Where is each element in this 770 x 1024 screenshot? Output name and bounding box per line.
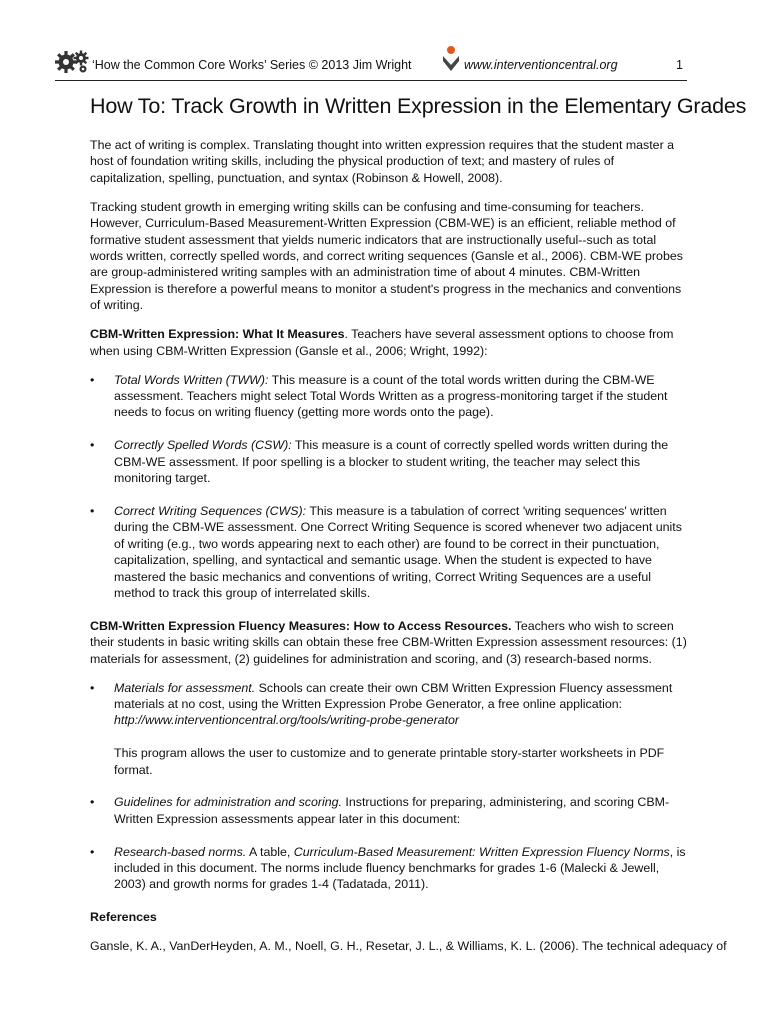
intro-paragraph-1: The act of writing is complex. Translating thought into written expression requires that the student master a host of foundation writing skills, including the physical production of text; and mastery of rules of capitalization, spelling, punctuation, and syntax (Robinson & Howell, 2008).	[90, 138, 675, 185]
page-title: How To: Track Growth in Written Expression in the Elementary Grades	[90, 94, 747, 118]
document-body	[90, 137, 727, 967]
bullet: •	[90, 372, 95, 387]
term: Materials for assessment.	[114, 680, 256, 695]
list-item	[90, 794, 690, 827]
probe-generator-link[interactable]: http://www.interventioncentral.org/tools/writing-probe-generator	[114, 713, 460, 728]
bullet: •	[90, 680, 95, 695]
resources-text: Teachers who wish to screen their students in basic writing skills can obtain these free CBM-Written Expression assessment resources: (1) materials for assessment, (2) guidelines for administration and scoring, and (3) research-based norms.	[90, 618, 687, 666]
header-rule	[55, 80, 687, 81]
term: Research-based norms.	[114, 844, 247, 859]
site-url[interactable]: www.interventioncentral.org	[464, 58, 618, 72]
gears-icon	[55, 49, 91, 75]
bullet: •	[90, 844, 95, 859]
item-text-pre: A table,	[246, 844, 294, 859]
resources-intro	[90, 618, 690, 667]
list-item	[90, 372, 690, 421]
measures-intro	[90, 326, 690, 359]
list-item	[90, 680, 690, 778]
resources-heading: CBM-Written Expression Fluency Measures: How to Access Resources.	[90, 618, 512, 633]
measures-list	[90, 372, 690, 602]
item-text: This measure is a count of correctly spelled words written during the CBM-WE assessment. If poor spelling is a blocker to student writing, the teacher may select this monitoring target.	[114, 438, 669, 486]
resources-list	[90, 680, 690, 893]
item-text: Instructions for preparing, administering, and scoring CBM-Written Expression assessments appear later in this document:	[114, 795, 670, 826]
item-text: This measure is a count of the total words written during the CBM-WE assessment. Teachers might select Total Words Written as a progress-monitoring target if the student needs to focus on writing fluency (getting more words onto the page).	[114, 372, 668, 420]
list-item	[90, 844, 690, 893]
term: Correctly Spelled Words (CSW):	[114, 438, 292, 453]
references-heading: References	[90, 910, 157, 925]
list-item	[90, 437, 690, 486]
reference-entry: Gansle, K. A., VanDerHeyden, A. M., Noell, G. H., Resetar, J. L., & Williams, K. L. (2006). The technical adequacy of	[90, 939, 727, 954]
term: Correct Writing Sequences (CWS):	[114, 503, 307, 518]
bullet: •	[90, 503, 95, 518]
page-number: 1	[676, 58, 683, 72]
measures-text: . Teachers have several assessment options to choose from when using CBM-Written Expression (Gansle et al., 2006; Wright, 1992):	[90, 327, 674, 358]
item-text: , is included in this document. The norms include fluency benchmarks for grades 1-6 (Malecki & Jewell, 2003) and growth norms for grades 1-4 (Tadatada, 2011).	[114, 844, 686, 892]
intervention-central-logo-icon	[442, 45, 460, 73]
norms-table-title: Curriculum-Based Measurement: Written Expression Fluency Norms	[293, 844, 670, 859]
item-text: This measure is a tabulation of correct 'writing sequences' written during the CBM-WE assessment. One Correct Writing Sequence is scored whenever two adjacent units of writing (e.g., two words appearing next to each other) are found to be correct in their punctuation, capitalization, spelling, and syntactical and semantic usage. When the student is expected to have mastered the basic mechanics and conventions of writing, Correct Writing Sequences are a useful method to track this group of interrelated skills.	[114, 503, 682, 600]
intro-paragraph-2: Tracking student growth in emerging writing skills can be confusing and time-consuming for teachers. However, Curriculum-Based Measurement-Written Expression (CBM-WE) is an efficient, reliable method of formative student assessment that yields numeric indicators that are instructionally useful--such as total words written, correctly spelled words, and correct writing sequences (Gansle et al., 2006). CBM-WE probes are group-administered writing samples with an administration time of about 4 minutes. CBM-Written Expression is therefore a powerful means to monitor a student's progress in the mechanics and conventions of writing.	[90, 199, 683, 313]
term: Guidelines for administration and scoring.	[114, 795, 342, 810]
series-credit: ‘How the Common Core Works’ Series © 2013 Jim Wright	[92, 58, 412, 72]
list-item	[90, 503, 690, 601]
bullet: •	[90, 438, 95, 453]
measures-heading: CBM-Written Expression: What It Measures	[90, 327, 345, 342]
item-text: Schools can create their own CBM Written Expression Fluency assessment materials at no cost, using the Written Expression Probe Generator, a free online application:	[114, 680, 673, 711]
bullet: •	[90, 795, 95, 810]
item-subtext: This program allows the user to customize and to generate printable story-starter worksheets in PDF format.	[114, 746, 665, 777]
page-header	[55, 55, 685, 77]
term: Total Words Written (TWW):	[114, 372, 269, 387]
